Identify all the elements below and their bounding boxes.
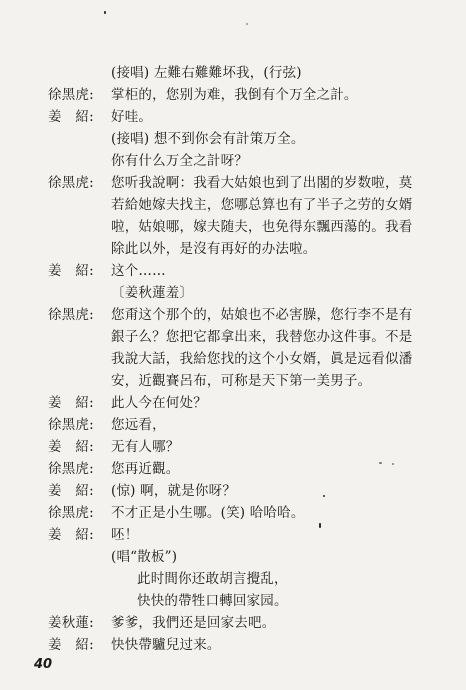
dialogue-text: 不才正是小生哪。(笑) 哈哈哈。: [111, 505, 305, 521]
print-speck: [379, 462, 382, 464]
dialogue-continuation: 〔姜秋蓮羞〕: [111, 285, 194, 301]
print-speck: [323, 495, 325, 497]
speaker-name: 姜 紹:: [48, 483, 94, 499]
dialogue-continuation: (接唱) 想不到你会有計策万全。: [111, 131, 305, 147]
dialogue-continuation: 銀子么？您把它都拿出来，我替您办这件事。不是: [111, 329, 413, 345]
speaker-name: 姜 紹:: [48, 637, 94, 653]
dialogue-text: 掌柜的，您别为难，我倒有个万全之計。: [111, 87, 358, 103]
dialogue-text: 呸！: [111, 527, 139, 543]
dialogue-text: 快快帶驢兒过来。: [111, 637, 221, 653]
print-speck: [104, 11, 106, 14]
dialogue-text: (惊) 啊，就是你呀？: [111, 483, 237, 499]
speaker-name: 姜 紹:: [48, 109, 94, 125]
speaker-name: 徐黑虎:: [48, 417, 94, 433]
dialogue-text: 您听我說啊：我看大姑娘也到了出閣的岁数啦，莫: [111, 175, 413, 191]
dialogue-text: 好哇。: [111, 109, 153, 125]
dialogue-text: 您再近觀。: [111, 461, 180, 477]
speaker-name: 徐黑虎:: [48, 461, 94, 477]
speaker-name: 姜 紹:: [48, 395, 94, 411]
print-speck: [246, 23, 248, 25]
speaker-name: 姜 紹:: [48, 527, 94, 543]
speaker-name: 姜秋蓮:: [48, 615, 94, 631]
page-number: 40: [34, 657, 53, 672]
dialogue-continuation: (接唱) 左難右難難坏我，(行弦): [111, 65, 302, 81]
speaker-name: 徐黑虎:: [48, 505, 94, 521]
dialogue-text: 此人今在何处？: [111, 395, 207, 411]
speaker-name: 姜 紹:: [48, 439, 94, 455]
dialogue-continuation: 安，近觀賽呂布，可称是天下第一美男子。: [111, 373, 372, 389]
speaker-name: 徐黑虎:: [48, 307, 94, 323]
print-speck: [319, 523, 321, 528]
speaker-name: 徐黑虎:: [48, 87, 94, 103]
speaker-name: 徐黑虎:: [48, 175, 94, 191]
dialogue-continuation: (唱“散板”): [111, 549, 178, 565]
dialogue-continuation: 此时間你还敢胡言攪乱，: [137, 571, 288, 587]
dialogue-text: 这个……: [111, 263, 166, 279]
dialogue-continuation: 我說大話，我給您找的这个小女婿，眞是远看似潘: [111, 351, 413, 367]
print-speck: [392, 463, 394, 465]
dialogue-text: 无有人哪？: [111, 439, 180, 455]
dialogue-text: 爹爹，我們还是回家去吧。: [111, 615, 276, 631]
dialogue-continuation: 快快的帶牲口轉回家园。: [137, 593, 288, 609]
dialogue-text: 您甭这个那个的，姑娘也不必害臊，您行李不是有: [111, 307, 413, 323]
dialogue-continuation: 若給她嫁夫找主，您哪总算也有了半子之劳的女婿: [111, 197, 413, 213]
dialogue-continuation: 啦，姑娘哪，嫁夫随夫，也免得东飄西蕩的。我看: [111, 219, 413, 235]
dialogue-continuation: 你有什么万全之計呀？: [111, 153, 248, 169]
dialogue-continuation: 除此以外，是沒有再好的办法啦。: [111, 241, 317, 257]
dialogue-text: 您远看，: [111, 417, 166, 433]
speaker-name: 姜 紹:: [48, 263, 94, 279]
